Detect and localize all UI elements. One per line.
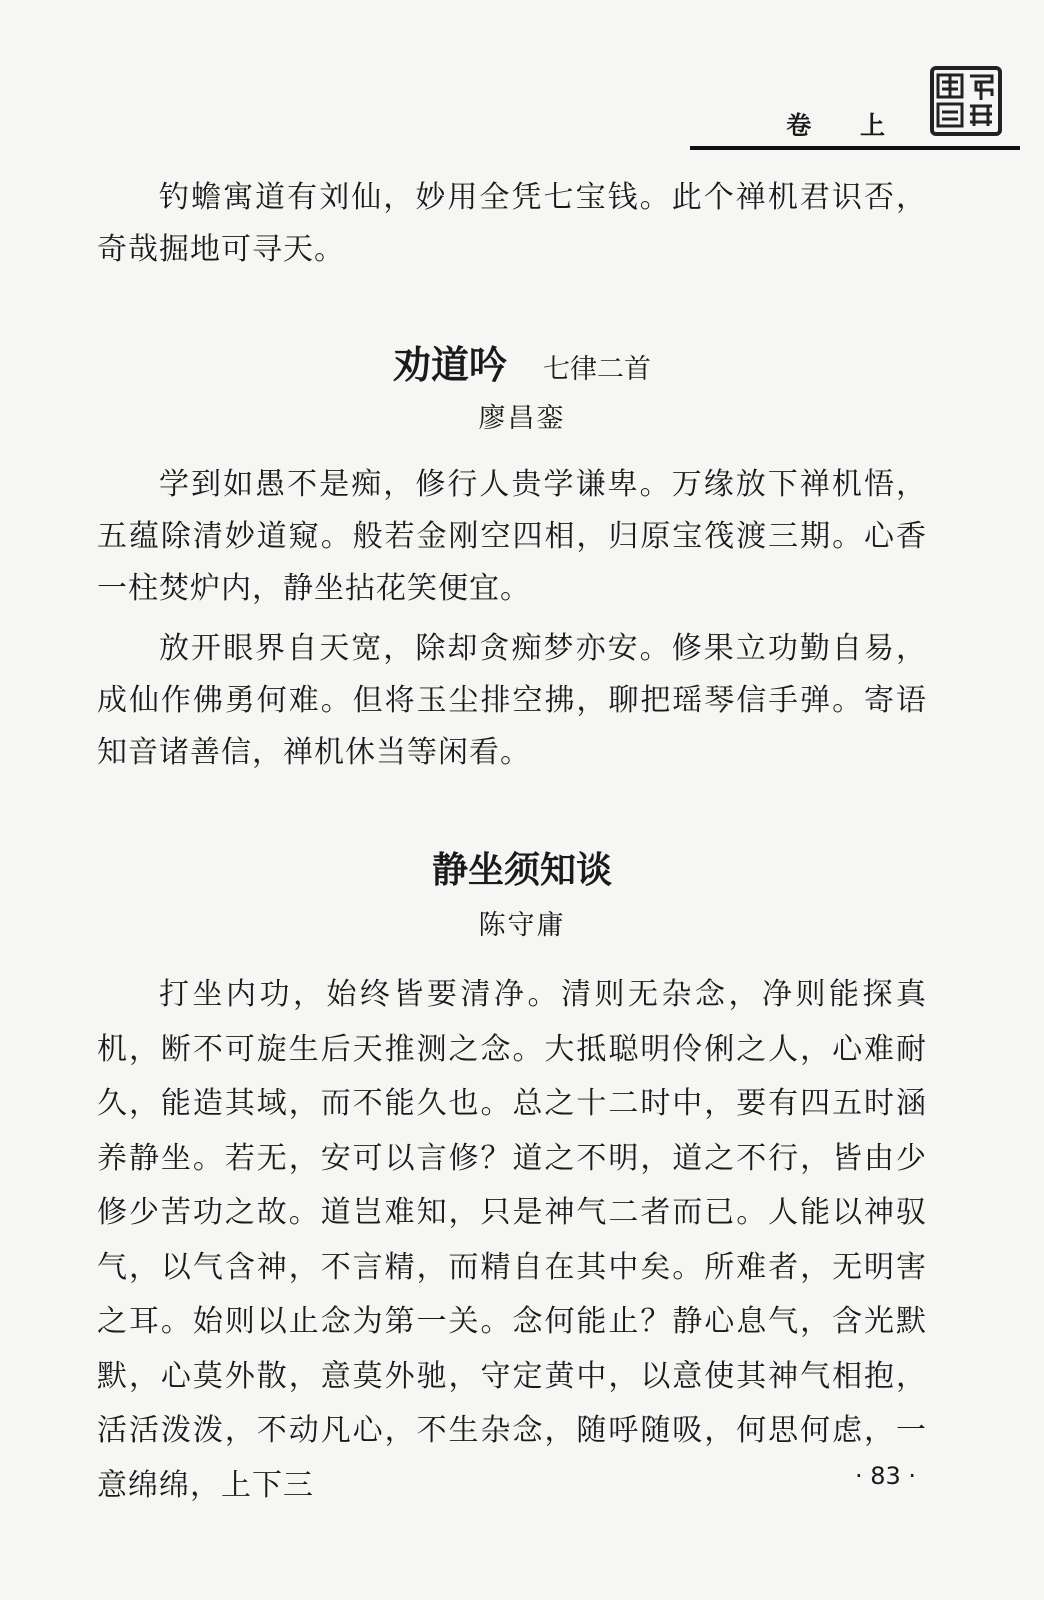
running-header xyxy=(690,60,1020,160)
poem-author: 廖昌銮 xyxy=(478,403,566,434)
poem-title-subtitle: 七律二首 xyxy=(543,354,651,385)
header-rule xyxy=(690,146,1020,150)
poem-title xyxy=(0,334,1044,389)
section-author: 陈守庸 xyxy=(478,910,566,941)
seal-glyph-icon xyxy=(934,70,998,132)
paragraph-1: 钓蟾寓道有刘仙，妙用全凭七宝钱。此个禅机君识否，奇哉掘地可寻天。 xyxy=(97,180,927,267)
page-number: · 83 · xyxy=(854,1462,916,1490)
seal-logo xyxy=(930,66,1002,136)
paragraph-2: 学到如愚不是痴，修行人贵学谦卑。万缘放下禅机悟，五蕴除清妙道窥。般若金刚空四相，归原宝筏渡三期。心香一柱焚炉内，静坐拈花笑便宜。 xyxy=(97,467,927,606)
paragraph-3: 放开眼界自天宽，除却贪痴梦亦安。修果立功勤自易，成仙作佛勇何难。但将玉尘排空拂，聊把瑶琴信手弹。寄语知音诸善信，禅机休当等闲看。 xyxy=(97,631,927,770)
volume-label: 卷 上 xyxy=(786,111,905,140)
poem-title-main: 劝道吟 xyxy=(392,343,507,387)
section-title: 静坐须知谈 xyxy=(431,850,612,891)
paragraph-4: 打坐内功，始终皆要清净。清则无杂念，净则能探真机，断不可旋生后天推测之念。大抵聪明伶俐之人，心难耐久，能造其域，而不能久也。总之十二时中，要有四五时涵养静坐。若无，安可以言修？道之不明，道之不行，皆由少修少苦功之故。道岂难知，只是神气二者而已。人能以神驭气，以气含神，不言精，而精自在其中矣。所难者，无明害之耳。始则以止念为第一关。念何能止？静心息气，含光默默，心莫外散，意莫外驰，守定黄中，以意使其神气相抱，活活泼泼，不动凡心，不生杂念，随呼随吸，何思何虑，一意绵绵，上下三 xyxy=(97,977,927,1503)
